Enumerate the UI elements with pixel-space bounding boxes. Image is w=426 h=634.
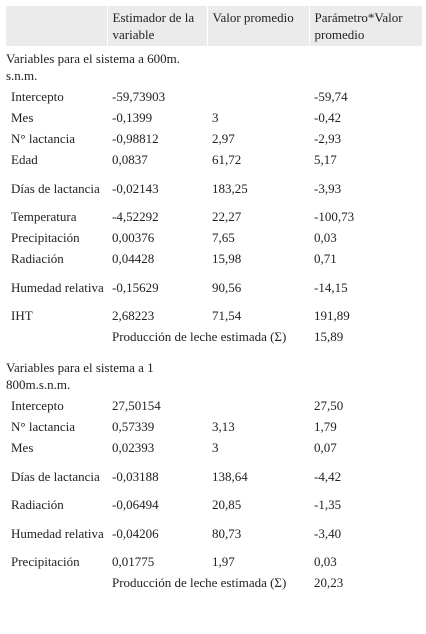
variable-name-cell: Intercepto xyxy=(11,398,64,413)
estimator-cell: -0,02143 xyxy=(112,180,159,196)
table-body xyxy=(6,46,422,593)
variable-name-cell: Intercepto xyxy=(11,89,64,104)
average-cell: 183,25 xyxy=(212,180,248,196)
table-row xyxy=(6,551,422,572)
product-cell: 0,03 xyxy=(314,554,337,569)
estimator-cell: -0,98812 xyxy=(112,131,159,146)
estimator-cell: 0,57339 xyxy=(112,419,155,434)
product-cell: -14,15 xyxy=(314,279,348,295)
variable-name-cell: Mes xyxy=(11,110,34,125)
average-cell: 22,27 xyxy=(212,209,242,224)
average-cell: 3 xyxy=(212,440,219,455)
variable-name-cell: N° lactancia xyxy=(11,419,76,434)
average-cell: 20,85 xyxy=(212,497,242,512)
table-row xyxy=(6,416,422,437)
product-cell: -3,93 xyxy=(314,180,342,196)
header-cell-average: Valor promedio xyxy=(207,6,309,46)
variable-name-cell: Precipitación xyxy=(11,554,80,569)
product-cell: -59,74 xyxy=(314,89,348,104)
average-cell: 90,56 xyxy=(212,279,242,295)
average-cell: 7,65 xyxy=(212,230,235,245)
table-header-row xyxy=(6,6,422,46)
table-row xyxy=(6,437,422,458)
table-row xyxy=(6,107,422,128)
product-cell: 27,50 xyxy=(314,398,344,413)
estimator-cell: 27,50154 xyxy=(112,398,161,413)
table-row xyxy=(6,206,422,227)
table-row xyxy=(6,458,422,494)
average-cell xyxy=(207,395,309,416)
variable-name-cell: Radiación xyxy=(11,251,64,266)
estimator-cell: -0,03188 xyxy=(112,468,159,484)
average-cell: 3 xyxy=(212,110,219,125)
variable-name-cell: Mes xyxy=(11,440,34,455)
product-cell: -2,93 xyxy=(314,131,342,146)
average-cell: 2,97 xyxy=(212,131,235,146)
estimator-cell: -0,15629 xyxy=(112,279,159,295)
average-cell: 1,97 xyxy=(212,554,235,569)
table-row xyxy=(6,227,422,248)
variable-name-cell: N° lactancia xyxy=(11,131,76,146)
product-cell: -100,73 xyxy=(314,209,355,224)
total-row xyxy=(6,572,422,593)
section-title: Variables para el sistema a 600m. s.n.m. xyxy=(6,51,180,83)
empty-cell xyxy=(207,347,422,395)
variable-name-cell: Radiación xyxy=(11,497,64,512)
section-title: Variables para el sistema a 1 800m.s.n.m. xyxy=(6,360,154,392)
total-value: 15,89 xyxy=(314,329,344,344)
product-cell: 0,71 xyxy=(314,251,337,266)
product-cell: -3,40 xyxy=(314,525,342,541)
variable-name-cell: IHT xyxy=(11,308,33,323)
variable-name-cell: Días de lactancia xyxy=(11,180,100,196)
total-label: Producción de leche estimada (Σ) xyxy=(112,575,287,590)
estimator-cell: 0,00376 xyxy=(112,230,155,245)
table-row xyxy=(6,305,422,326)
estimator-cell: -0,1399 xyxy=(112,110,153,125)
estimator-cell: 0,0837 xyxy=(112,152,148,167)
estimator-cell: -0,04206 xyxy=(112,525,159,541)
regression-table xyxy=(6,6,422,593)
average-cell: 80,73 xyxy=(212,525,242,541)
average-cell: 138,64 xyxy=(212,468,248,484)
table-row xyxy=(6,494,422,515)
product-cell: 1,79 xyxy=(314,419,337,434)
product-cell: 0,07 xyxy=(314,440,337,455)
table-row xyxy=(6,149,422,170)
table-row xyxy=(6,248,422,269)
product-cell: 5,17 xyxy=(314,152,337,167)
estimator-cell: 2,68223 xyxy=(112,308,155,323)
estimator-cell: 0,02393 xyxy=(112,440,155,455)
table-row xyxy=(6,86,422,107)
table-row xyxy=(6,395,422,416)
product-cell: -4,42 xyxy=(314,468,342,484)
product-cell: 191,89 xyxy=(314,308,350,323)
variable-name-cell: Precipitación xyxy=(11,230,80,245)
table-row xyxy=(6,269,422,305)
section-title-row xyxy=(6,347,422,395)
table-row xyxy=(6,170,422,206)
variable-name-cell: Edad xyxy=(11,152,38,167)
header-cell-estimator: Estimador de la variable xyxy=(107,6,207,46)
variable-name-cell: Humedad relativa xyxy=(11,525,104,541)
variable-name-cell: Humedad relativa xyxy=(11,279,104,295)
empty-cell xyxy=(6,572,107,593)
empty-cell xyxy=(6,326,107,347)
product-cell: -1,35 xyxy=(314,497,342,512)
header-cell-variable xyxy=(6,6,107,46)
average-cell xyxy=(207,86,309,107)
empty-cell xyxy=(207,46,422,86)
total-value: 20,23 xyxy=(314,575,344,590)
header-cell-product: Parámetro*Valor promedio xyxy=(309,6,422,46)
average-cell: 71,54 xyxy=(212,308,242,323)
total-row xyxy=(6,326,422,347)
estimator-cell: 0,01775 xyxy=(112,554,155,569)
variable-name-cell: Días de lactancia xyxy=(11,468,100,484)
section-title-row xyxy=(6,46,422,86)
product-cell: -0,42 xyxy=(314,110,342,125)
variable-name-cell: Temperatura xyxy=(11,209,77,224)
average-cell: 61,72 xyxy=(212,152,242,167)
average-cell: 15,98 xyxy=(212,251,242,266)
estimator-cell: -59,73903 xyxy=(112,89,166,104)
table-row xyxy=(6,128,422,149)
estimator-cell: 0,04428 xyxy=(112,251,155,266)
product-cell: 0,03 xyxy=(314,230,337,245)
document-page xyxy=(0,6,426,634)
estimator-cell: -4,52292 xyxy=(112,209,159,224)
table-row xyxy=(6,515,422,551)
total-label: Producción de leche estimada (Σ) xyxy=(112,329,287,344)
average-cell: 3,13 xyxy=(212,419,235,434)
estimator-cell: -0,06494 xyxy=(112,497,159,512)
